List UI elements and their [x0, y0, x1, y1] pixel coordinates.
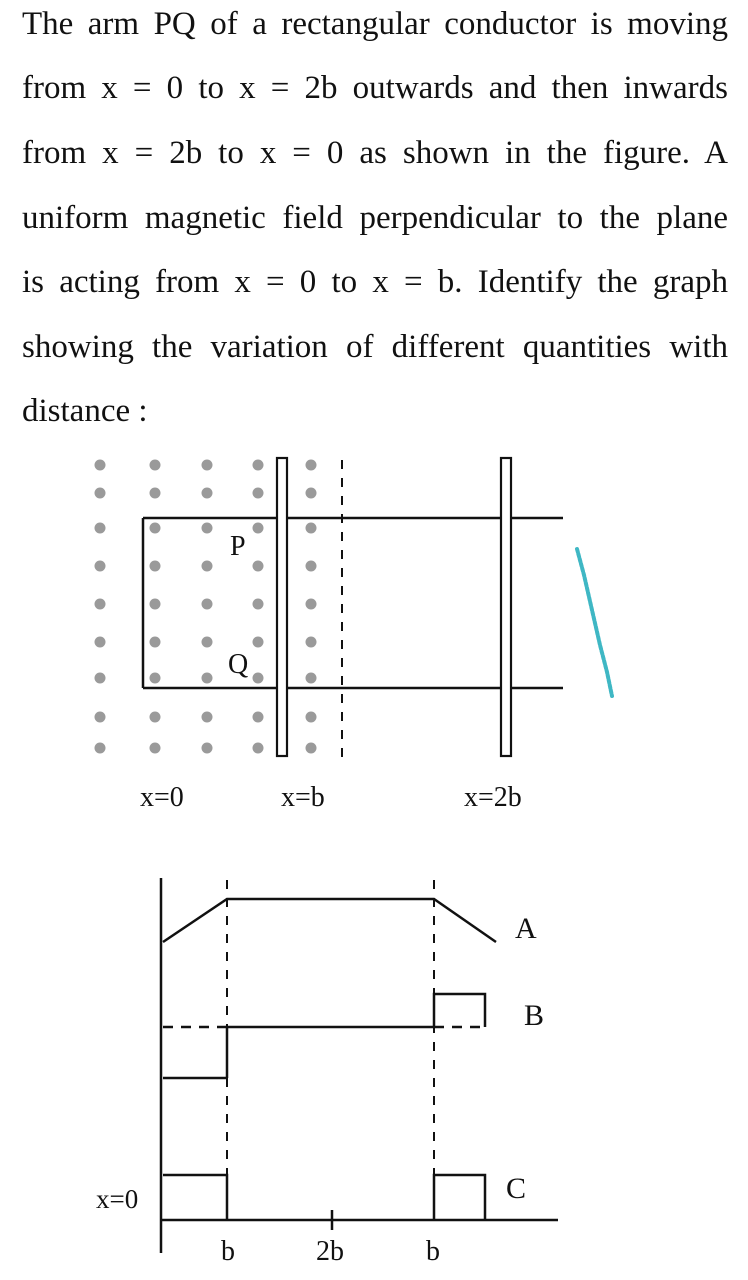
question-line-4: uniform magnetic field perpendicular to the plane: [22, 200, 728, 236]
curve-b-main: [227, 1027, 434, 1078]
field-dot: [202, 712, 213, 723]
field-dot: [202, 637, 213, 648]
tick-label-b-left: b: [221, 1236, 235, 1267]
question-line-3: from x = 2b to x = 0 as shown in the figure. A: [22, 135, 728, 171]
field-dot: [95, 460, 106, 471]
label-x2b: x=2b: [464, 782, 522, 813]
field-dot: [306, 523, 317, 534]
curve-c-label: C: [506, 1172, 527, 1205]
field-dot: [253, 712, 264, 723]
field-dot: [95, 488, 106, 499]
field-dot: [253, 561, 264, 572]
question-line-5: is acting from x = 0 to x = b. Identify the graph: [22, 264, 728, 300]
field-dot: [253, 488, 264, 499]
field-dot: [95, 673, 106, 684]
point-p-label: P: [230, 531, 246, 562]
field-dot: [202, 599, 213, 610]
field-dot: [202, 460, 213, 471]
question-line-7: distance :: [22, 393, 148, 429]
field-dot: [253, 523, 264, 534]
arm-at-2b: [501, 458, 511, 756]
field-dot: [253, 460, 264, 471]
field-dot: [306, 743, 317, 754]
curve-a: [163, 899, 496, 942]
field-dot: [95, 743, 106, 754]
field-dot: [306, 460, 317, 471]
curve-c-left-pulse: [163, 1175, 227, 1220]
field-dot: [150, 561, 161, 572]
field-dot: [202, 673, 213, 684]
field-dot: [150, 712, 161, 723]
field-dot: [95, 599, 106, 610]
field-dot: [253, 673, 264, 684]
field-dot: [95, 712, 106, 723]
arm-at-b: [277, 458, 287, 756]
field-dot: [306, 561, 317, 572]
field-dot: [306, 599, 317, 610]
field-dot: [150, 523, 161, 534]
field-dot: [150, 743, 161, 754]
tick-label-b-right: b: [426, 1236, 440, 1267]
question-line-2: from x = 0 to x = 2b outwards and then inwards: [22, 70, 728, 106]
field-dot: [150, 599, 161, 610]
tick-label-2b: 2b: [316, 1236, 344, 1267]
field-dot: [95, 561, 106, 572]
field-dot: [150, 488, 161, 499]
field-dot: [306, 673, 317, 684]
graph-axes: [161, 878, 558, 1253]
point-q-label: Q: [228, 649, 249, 680]
field-dot: [253, 637, 264, 648]
field-dot: [306, 712, 317, 723]
moving-arm-pq: [277, 458, 287, 756]
field-dot: [202, 488, 213, 499]
label-xb: x=b: [281, 782, 325, 813]
question-line-6: showing the variation of different quantities with: [22, 329, 728, 365]
field-dot: [95, 637, 106, 648]
graph-origin-label: x=0: [96, 1184, 139, 1214]
curve-c-right-pulse: [434, 1175, 485, 1220]
graph-dashed-guides: [227, 880, 434, 1220]
label-x0: x=0: [140, 782, 184, 813]
field-dot: [95, 523, 106, 534]
field-dot: [306, 488, 317, 499]
curve-a-label: A: [515, 912, 537, 945]
moving-arm-2b: [501, 458, 511, 756]
field-dot: [253, 743, 264, 754]
curve-b-pulse: [434, 994, 485, 1027]
field-dot: [202, 523, 213, 534]
field-dot: [150, 673, 161, 684]
curve-b: [163, 994, 485, 1078]
question-line-1: The arm PQ of a rectangular conductor is moving: [22, 6, 728, 42]
field-dot: [150, 637, 161, 648]
field-dot: [202, 743, 213, 754]
pen-mark: [577, 549, 612, 696]
field-dot: [202, 561, 213, 572]
field-dot: [150, 460, 161, 471]
curve-b-label: B: [524, 999, 545, 1032]
field-dot: [306, 637, 317, 648]
curve-c: [163, 1175, 485, 1220]
field-dot: [253, 599, 264, 610]
